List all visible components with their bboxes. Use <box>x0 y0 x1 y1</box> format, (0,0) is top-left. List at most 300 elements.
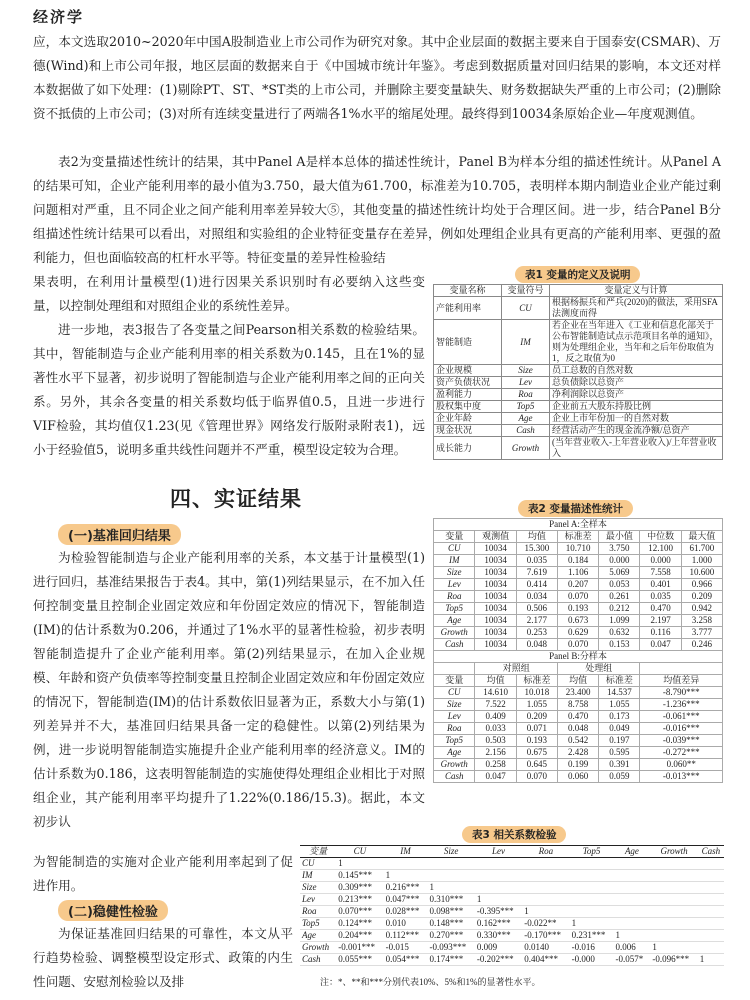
table-cell: 0.053 <box>599 579 640 591</box>
table-cell <box>384 858 428 870</box>
table-cell: -0.395*** <box>475 906 522 918</box>
table-cell: 1 <box>384 870 428 882</box>
table-cell <box>475 882 522 894</box>
table3-note: 注：*、**和***分别代表10%、5%和1%的显著性水平。 <box>320 977 541 987</box>
column-header: Age <box>613 846 650 858</box>
table1-caption: 表1 变量的定义及说明 <box>515 266 640 283</box>
table-cell: 0.145*** <box>336 870 383 882</box>
column-header: 变量 <box>300 846 336 858</box>
table-cell: IM <box>502 320 550 365</box>
table-cell: 0.009 <box>475 942 522 954</box>
table-row <box>300 894 724 906</box>
table-cell: CU <box>434 543 475 555</box>
column-header: Growth <box>650 846 697 858</box>
table-cell: 1.055 <box>599 699 640 711</box>
table-cell <box>650 858 697 870</box>
table-cell: 0.059 <box>599 771 640 783</box>
table-cell: -8.790*** <box>640 687 723 699</box>
table-cell <box>650 894 697 906</box>
table-cell: 10.018 <box>516 687 557 699</box>
table-cell: 7.558 <box>640 567 681 579</box>
table-cell <box>698 930 724 942</box>
table-cell: 7.522 <box>475 699 516 711</box>
table-cell: 0.006 <box>613 942 650 954</box>
table-cell: 0.330*** <box>475 930 522 942</box>
table-cell: 0.048 <box>557 723 598 735</box>
table-cell: Size <box>502 365 550 377</box>
table-row <box>434 639 723 651</box>
group-control: 对照组 <box>475 663 558 675</box>
table-cell <box>570 906 614 918</box>
table-cell: 0.060 <box>557 771 598 783</box>
column-header: Lev <box>475 846 522 858</box>
table-row <box>434 389 723 401</box>
table-cell: 0.391 <box>599 759 640 771</box>
table-row <box>434 437 723 460</box>
table-cell: Lev <box>434 579 475 591</box>
table-cell: 2.177 <box>516 615 557 627</box>
table-cell: 0.148*** <box>427 918 474 930</box>
table-cell: 0.0140 <box>522 942 569 954</box>
table-cell: 0.000 <box>599 555 640 567</box>
table-cell: Age <box>434 615 475 627</box>
table-cell: 0.401 <box>640 579 681 591</box>
table-cell: 成长能力 <box>434 437 502 460</box>
table-cell: 15.300 <box>516 543 557 555</box>
table-cell <box>698 882 724 894</box>
column-header: IM <box>384 846 428 858</box>
table-cell: 0.124*** <box>336 918 383 930</box>
table-cell: 0.193 <box>516 735 557 747</box>
table-cell <box>570 894 614 906</box>
table-cell: 0.070 <box>557 591 598 603</box>
table-cell: Size <box>434 699 475 711</box>
table-cell: 总负债除以总资产 <box>550 377 723 389</box>
table-cell: 10.710 <box>557 543 598 555</box>
table-cell: 0.253 <box>516 627 557 639</box>
table-cell: Growth <box>300 942 336 954</box>
table-cell: 若企业在当年进入《工业和信息化部关于公布智能制造试点示范项目名单的通知》，则为处理组企业，当年和之后年份取值为1，反之取值为0 <box>550 320 723 365</box>
table-cell: Size <box>434 567 475 579</box>
table-cell: 0.000 <box>640 555 681 567</box>
table-cell: Lev <box>434 711 475 723</box>
table-cell: Age <box>300 930 336 942</box>
table-cell: 0.204*** <box>336 930 383 942</box>
column-header: Roa <box>522 846 569 858</box>
column-header: 标准差 <box>599 675 640 687</box>
panel-b-label: Panel B:分样本 <box>434 651 723 663</box>
table-cell: 0.506 <box>516 603 557 615</box>
table-cell: 0.270*** <box>427 930 474 942</box>
table-row <box>434 579 723 591</box>
table-cell: 0.070*** <box>336 906 383 918</box>
table-cell <box>698 918 724 930</box>
table-cell: 5.069 <box>599 567 640 579</box>
table-cell: -0.096*** <box>650 954 697 966</box>
table-cell: 0.153 <box>599 639 640 651</box>
column-header: 最小值 <box>599 531 640 543</box>
table-row <box>300 954 724 966</box>
table-cell: 0.258 <box>475 759 516 771</box>
panel-a-label: Panel A:全样本 <box>434 519 723 531</box>
table-cell: 3.750 <box>599 543 640 555</box>
table-cell: Age <box>434 747 475 759</box>
table-cell: 61.700 <box>681 543 722 555</box>
table-cell: 0.047 <box>475 771 516 783</box>
table-cell: 0.595 <box>599 747 640 759</box>
table-cell: 0.207 <box>557 579 598 591</box>
table-cell <box>475 858 522 870</box>
table-cell <box>475 870 522 882</box>
table-cell: Cash <box>502 425 550 437</box>
table-cell: 0.942 <box>681 603 722 615</box>
table-row <box>434 723 723 735</box>
table-cell: 产能利用率 <box>434 297 502 320</box>
table-cell: 0.054*** <box>384 954 428 966</box>
table-cell: 0.414 <box>516 579 557 591</box>
table-cell: 智能制造 <box>434 320 502 365</box>
table-cell: 0.098*** <box>427 906 474 918</box>
table-cell: Cash <box>300 954 336 966</box>
column-header: 中位数 <box>640 531 681 543</box>
table-cell <box>522 858 569 870</box>
table3-correlation <box>300 845 724 966</box>
table2-descriptive-stats <box>433 518 723 783</box>
subsection-baseline: (一)基准回归结果 <box>58 524 181 545</box>
table-cell: 0.209 <box>516 711 557 723</box>
table-cell: Age <box>502 413 550 425</box>
table-cell: 10.600 <box>681 567 722 579</box>
table-cell: 0.261 <box>599 591 640 603</box>
table-row <box>434 687 723 699</box>
table-cell: 2.197 <box>640 615 681 627</box>
table-row <box>434 747 723 759</box>
table-cell: Top5 <box>300 918 336 930</box>
table-cell: 1 <box>336 858 383 870</box>
table-cell: 1 <box>698 954 724 966</box>
table-cell <box>522 894 569 906</box>
table-cell: 10034 <box>475 627 516 639</box>
table-cell: 企业规模 <box>434 365 502 377</box>
section-title: 四、实证结果 <box>170 487 302 511</box>
blank-cell <box>434 663 475 675</box>
table-cell: 0.034 <box>516 591 557 603</box>
table-cell: Lev <box>300 894 336 906</box>
table-row <box>300 870 724 882</box>
table-cell: -0.057* <box>613 954 650 966</box>
table-cell <box>650 882 697 894</box>
table-cell: 0.404*** <box>522 954 569 966</box>
table-cell <box>650 930 697 942</box>
table-cell: 0.035 <box>640 591 681 603</box>
column-header: 均值差异 <box>640 675 723 687</box>
table-cell: Roa <box>434 723 475 735</box>
table-cell: 净利润除以总资产 <box>550 389 723 401</box>
table-cell: 0.310*** <box>427 894 474 906</box>
table-cell: CU <box>300 858 336 870</box>
table-cell: -0.022** <box>522 918 569 930</box>
table-cell: 0.112*** <box>384 930 428 942</box>
table-row <box>300 882 724 894</box>
table-row <box>434 413 723 425</box>
table-cell: 0.047 <box>640 639 681 651</box>
column-header: Top5 <box>570 846 614 858</box>
table-row <box>434 699 723 711</box>
table3-caption: 表3 相关系数检验 <box>462 826 566 843</box>
column-header: 最大值 <box>681 531 722 543</box>
table-cell: 0.470 <box>640 603 681 615</box>
table-cell: 0.197 <box>599 735 640 747</box>
table-cell: 0.212 <box>599 603 640 615</box>
table-cell: 0.675 <box>516 747 557 759</box>
table-row <box>434 759 723 771</box>
table-cell <box>522 882 569 894</box>
table-cell <box>570 858 614 870</box>
table-row <box>434 591 723 603</box>
table-cell <box>570 882 614 894</box>
table-cell <box>613 906 650 918</box>
table-header-row <box>434 531 723 543</box>
table-cell: 1 <box>427 882 474 894</box>
table-cell: 2.428 <box>557 747 598 759</box>
table-row <box>434 365 723 377</box>
table-cell <box>613 882 650 894</box>
table-row <box>434 771 723 783</box>
table-cell: 0.055*** <box>336 954 383 966</box>
table-cell: 经营活动产生的现金流净额/总资产 <box>550 425 723 437</box>
table-cell: -0.013*** <box>640 771 723 783</box>
table-header-row <box>434 675 723 687</box>
table-cell: 1 <box>570 918 614 930</box>
table-cell: IM <box>300 870 336 882</box>
table-cell: -0.170*** <box>522 930 569 942</box>
column-header: 变量定义与计算 <box>550 285 723 297</box>
table-cell: 10034 <box>475 555 516 567</box>
table-row <box>434 627 723 639</box>
table-cell: 0.216*** <box>384 882 428 894</box>
subsection-robustness: (二)稳健性检验 <box>58 900 168 921</box>
table-cell <box>522 870 569 882</box>
table-row <box>300 906 724 918</box>
table-cell: Growth <box>434 627 475 639</box>
table-cell: 企业上市年份加一的自然对数 <box>550 413 723 425</box>
table-cell: 0.071 <box>516 723 557 735</box>
table-cell: 0.209 <box>681 591 722 603</box>
column-header: 变量符号 <box>502 285 550 297</box>
table-cell <box>427 858 474 870</box>
table-cell: Growth <box>434 759 475 771</box>
table-cell: -1.236*** <box>640 699 723 711</box>
table-cell: 0.213*** <box>336 894 383 906</box>
table-cell: CU <box>434 687 475 699</box>
table-cell: -0.015 <box>384 942 428 954</box>
table-cell: 1 <box>613 930 650 942</box>
table-cell: 0.049 <box>599 723 640 735</box>
table-cell: 10034 <box>475 543 516 555</box>
table-cell: Top5 <box>434 603 475 615</box>
table-cell <box>650 906 697 918</box>
table-cell: 0.470 <box>557 711 598 723</box>
table-cell <box>570 870 614 882</box>
column-header: 观测值 <box>475 531 516 543</box>
table-row <box>300 942 724 954</box>
table-cell: Top5 <box>434 735 475 747</box>
table-row <box>434 567 723 579</box>
table-cell: Roa <box>434 591 475 603</box>
blank-cell <box>640 663 723 675</box>
table-cell <box>613 870 650 882</box>
panel-row <box>434 519 723 531</box>
group-treat: 处理组 <box>557 663 640 675</box>
table-cell: 股权集中度 <box>434 401 502 413</box>
paragraph-baseline: 为检验智能制造与企业产能利用率的关系，本文基于计量模型(1)进行回归，基准结果报告于表4。其中，第(1)列结果显示，在不加入任何控制变量且控制企业固定效应和年份固定效应的情况下，智能制造(IM)的估计系数为0.206，并通过了1%水平的显著性检验，初步表明智能制造提升了企业产能利用率。第(2)列结果显示，在加入企业规模、年龄和资产负债率等控制变量且控制企业固定效应和年份固定效应的情况下，智能制造(IM)的估计系数依旧显著为正，系数大小与第(1)列差异并不大，基准回归结果具备一定的稳健性。以第(2)列结果为例，进一步说明智能制造实施提升企业产能利用率的经济意义。IM的估计系数为0.186，这表明智能制造的实施使得处理组企业相比于对照组企业，其产能利用率平均提升了1.22%(0.186/15.3)。据此，本文初步认 <box>33 550 425 829</box>
table-cell: 0.629 <box>557 627 598 639</box>
table-cell: Top5 <box>502 401 550 413</box>
table-cell: 1.055 <box>516 699 557 711</box>
table-cell <box>698 894 724 906</box>
table-cell: 0.645 <box>516 759 557 771</box>
table-cell: (当年营业收入-上年营业收入)/上年营业收入 <box>550 437 723 460</box>
table-cell: 0.199 <box>557 759 598 771</box>
journal-header: 经济学 <box>33 8 85 26</box>
table-cell: -0.039*** <box>640 735 723 747</box>
table-cell: -0.202*** <box>475 954 522 966</box>
table-cell: 员工总数的自然对数 <box>550 365 723 377</box>
table-cell: 10034 <box>475 615 516 627</box>
table-row <box>300 930 724 942</box>
table-cell: 0.231*** <box>570 930 614 942</box>
table1-variable-definitions <box>433 284 723 460</box>
table-cell: -0.061*** <box>640 711 723 723</box>
table-row <box>300 858 724 870</box>
column-header: 标准差 <box>557 531 598 543</box>
table-cell <box>613 894 650 906</box>
table-cell <box>613 918 650 930</box>
table-cell: 0.033 <box>475 723 516 735</box>
table-cell: 0.503 <box>475 735 516 747</box>
column-header: 变量 <box>434 531 475 543</box>
table-cell: 0.010 <box>384 918 428 930</box>
table-cell: 2.156 <box>475 747 516 759</box>
table-cell: 0.060** <box>640 759 723 771</box>
table-cell: 1.099 <box>599 615 640 627</box>
table-cell: 资产负债状况 <box>434 377 502 389</box>
table-row <box>434 320 723 365</box>
table-row <box>434 615 723 627</box>
table-cell: 0.966 <box>681 579 722 591</box>
table-cell: 0.047*** <box>384 894 428 906</box>
table-cell: 0.035 <box>516 555 557 567</box>
table-cell <box>650 918 697 930</box>
table-cell: -0.016*** <box>640 723 723 735</box>
table-row <box>434 543 723 555</box>
table-cell: 根据杨振兵和严兵(2020)的做法，采用SFA法测度而得 <box>550 297 723 320</box>
paragraph-baseline-cont: 为智能制造的实施对企业产能利用率起到了促进作用。 <box>33 854 293 893</box>
table-cell: 0.193 <box>557 603 598 615</box>
table-cell <box>698 858 724 870</box>
table-cell: 0.673 <box>557 615 598 627</box>
table-cell <box>650 870 697 882</box>
table-cell: 1 <box>650 942 697 954</box>
table-cell: 0.070 <box>516 771 557 783</box>
table-row <box>434 377 723 389</box>
table-cell: 0.173 <box>599 711 640 723</box>
column-header: Cash <box>698 846 724 858</box>
panel-row <box>434 651 723 663</box>
table-cell: Growth <box>502 437 550 460</box>
paragraph-data-source: 应，本文选取2010~2020年中国A股制造业上市公司作为研究对象。其中企业层面的数据主要来自于国泰安(CSMAR)、万德(Wind)和上市公司年报，地区层面的数据来自于《中国城市统计年鉴》。考虑到数据质量对回归结果的影响，本文还对样本数据做了如下处理：(1)剔除PT、ST、*ST类的上市公司，并删除主要变量缺失、财务数据缺失严重的上市公司；(2)删除资不抵债的上市公司；(3)对所有连续变量进行了两端各1%水平的缩尾处理。最终得到10034条原始企业—年度观测值。 <box>33 34 721 121</box>
table-cell: 0.116 <box>640 627 681 639</box>
table-cell: 盈利能力 <box>434 389 502 401</box>
paragraph-robustness: 为保证基准回归结果的可靠性，本文从平行趋势检验、调整模型设定形式、政策的内生性问题、安慰剂检验以及排 <box>33 926 293 989</box>
table-cell: -0.000 <box>570 954 614 966</box>
table-cell: -0.093*** <box>427 942 474 954</box>
column-header: 标准差 <box>516 675 557 687</box>
column-header: Size <box>427 846 474 858</box>
table-cell: IM <box>434 555 475 567</box>
table-cell: 10034 <box>475 603 516 615</box>
table-header-row <box>434 285 723 297</box>
table-cell <box>698 942 724 954</box>
table-cell: 8.758 <box>557 699 598 711</box>
table-cell: 14.610 <box>475 687 516 699</box>
table-cell: 0.542 <box>557 735 598 747</box>
table-cell: -0.001*** <box>336 942 383 954</box>
column-header: 均值 <box>557 675 598 687</box>
table-cell: 0.162*** <box>475 918 522 930</box>
table-row <box>434 425 723 437</box>
table-cell: 企业前五大股东持股比例 <box>550 401 723 413</box>
table-cell: 3.777 <box>681 627 722 639</box>
table-cell: 1.000 <box>681 555 722 567</box>
table-cell: Roa <box>502 389 550 401</box>
column-header: 变量 <box>434 675 475 687</box>
table-cell: 0.070 <box>557 639 598 651</box>
table-cell: 0.246 <box>681 639 722 651</box>
column-header: 均值 <box>475 675 516 687</box>
table-cell: CU <box>502 297 550 320</box>
table-cell: 10034 <box>475 579 516 591</box>
table-row <box>434 401 723 413</box>
table-cell: 10034 <box>475 639 516 651</box>
paragraph-descriptive-stats-cont: 果表明，在利用计量模型(1)进行因果关系识别时有必要纳入这些变量，以控制处理组和对照组企业的系统性差异。 <box>33 274 425 313</box>
table-cell: Roa <box>300 906 336 918</box>
table-row <box>434 555 723 567</box>
table-cell: 14.537 <box>599 687 640 699</box>
table-cell: 1 <box>475 894 522 906</box>
table-cell: 0.309*** <box>336 882 383 894</box>
table-row <box>300 918 724 930</box>
table-cell: 0.409 <box>475 711 516 723</box>
table-cell: 企业年龄 <box>434 413 502 425</box>
table-row <box>434 297 723 320</box>
table-cell: 3.258 <box>681 615 722 627</box>
table-row <box>434 603 723 615</box>
table-cell: 12.100 <box>640 543 681 555</box>
table-cell: 0.028*** <box>384 906 428 918</box>
table-cell: Cash <box>434 639 475 651</box>
table-cell: -0.016 <box>570 942 614 954</box>
table-cell: Size <box>300 882 336 894</box>
group-row <box>434 663 723 675</box>
table-row <box>434 711 723 723</box>
table-cell: 1.106 <box>557 567 598 579</box>
table-cell: 10034 <box>475 567 516 579</box>
table-cell: Cash <box>434 771 475 783</box>
table-row <box>434 735 723 747</box>
table-cell: 0.174*** <box>427 954 474 966</box>
table-cell: 1 <box>522 906 569 918</box>
